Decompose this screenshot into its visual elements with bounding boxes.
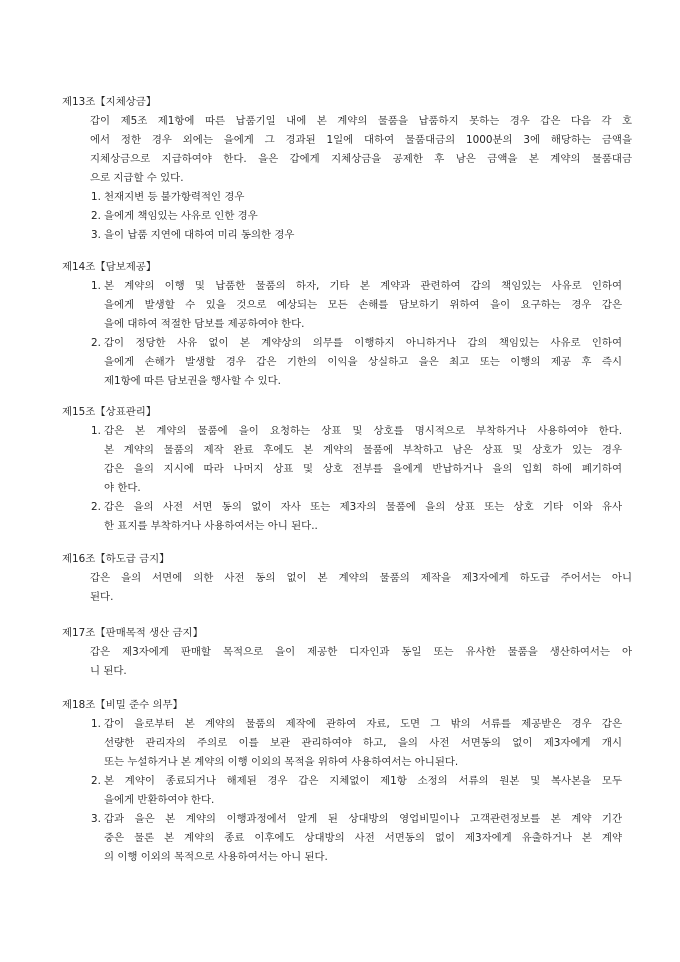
paragraph-line: 에서 정한 경우 외에는 을에게 그 경과된 1일에 대하여 물품대금의 1000분의 3에 해당하는 금액을 bbox=[90, 134, 632, 146]
item-line: 한 표지를 부착하거나 사용하여서는 아니 된다.. bbox=[104, 520, 318, 532]
item-line: 갑은 을의 지시에 따라 나머지 상표 및 상호 전부를 을에게 반납하거나 을의 입회 하에 폐기하여 bbox=[104, 463, 622, 475]
item-line: 을에게 책임있는 사유로 인한 경우 bbox=[104, 210, 258, 222]
item-number: 2. bbox=[91, 775, 101, 787]
item-number: 3. bbox=[91, 813, 101, 825]
article-15-heading: 제15조【상표관리】 bbox=[62, 406, 157, 418]
article-17 bbox=[62, 624, 632, 681]
list-item bbox=[62, 188, 632, 207]
item-line: 을에게 손해가 발생할 경우 갑은 기한의 이익을 상실하고 을은 최고 또는 이행의 제공 후 즉시 bbox=[104, 356, 622, 368]
paragraph-line: 갑이 제5조 제1항에 따른 납품기일 내에 본 계약의 물품을 납품하지 못하는 경우 갑은 다음 각 호 bbox=[90, 115, 632, 127]
item-line: 갑은 을의 사전 서면 동의 없이 자사 또는 제3자의 물품에 을의 상표 또는 상호 기타 이와 유사 bbox=[104, 501, 622, 513]
list-item bbox=[62, 498, 632, 536]
list-item bbox=[62, 810, 632, 867]
item-number: 2. bbox=[91, 501, 101, 513]
item-line: 천재지변 등 불가항력적인 경우 bbox=[104, 191, 245, 203]
item-line: 을에 대하여 적절한 담보를 제공하여야 한다. bbox=[104, 318, 305, 330]
item-line: 본 계약이 종료되거나 해제된 경우 갑은 지체없이 제1항 소정의 서류의 원본 및 복사본을 모두 bbox=[104, 775, 622, 787]
item-line: 야 한다. bbox=[104, 482, 141, 494]
article-17-heading: 제17조【판매목적 생산 금지】 bbox=[62, 627, 203, 639]
item-line: 본 계약의 물품의 제작 완료 후에도 본 계약의 물품에 부착하고 남은 상표 및 상호가 있는 경우 bbox=[104, 444, 622, 456]
item-line: 의 이행 이외의 목적으로 사용하여서는 아니 된다. bbox=[104, 851, 328, 863]
item-line: 을에게 반환하여야 한다. bbox=[104, 794, 215, 806]
item-line: 선량한 관리자의 주의로 이를 보관 관리하여야 하고, 을의 사전 서면동의 없이 제3자에게 개시 bbox=[104, 737, 622, 749]
list-item bbox=[62, 277, 632, 334]
article-13-heading: 제13조【지체상금】 bbox=[62, 96, 157, 108]
item-line: 제1항에 따른 담보권을 행사할 수 있다. bbox=[104, 375, 281, 387]
paragraph-line: 니 된다. bbox=[90, 665, 127, 677]
item-line: 갑이 을로부터 본 계약의 물품의 제작에 관하여 자료, 도면 그 밖의 서류를 제공받은 경우 갑은 bbox=[104, 718, 622, 730]
article-16 bbox=[62, 550, 632, 607]
article-18 bbox=[62, 696, 632, 867]
item-line: 본 계약의 이행 및 납품한 물품의 하자, 기타 본 계약과 관련하여 갑의 책임있는 사유로 인하여 bbox=[104, 280, 622, 292]
article-16-paragraph bbox=[90, 569, 632, 607]
item-number: 1. bbox=[91, 280, 101, 292]
article-13 bbox=[62, 93, 632, 245]
list-item bbox=[62, 422, 632, 498]
paragraph-line: 갑은 제3자에게 판매할 목적으로 을이 제공한 디자인과 동일 또는 유사한 물품을 생산하여서는 아 bbox=[90, 646, 632, 658]
item-number: 1. bbox=[91, 191, 101, 203]
item-number: 2. bbox=[91, 337, 101, 349]
article-13-paragraph bbox=[90, 112, 632, 188]
item-line: 중은 물론 본 계약의 종료 이후에도 상대방의 사전 서면동의 없이 제3자에게 유출하거나 본 계약 bbox=[104, 832, 622, 844]
list-item bbox=[62, 226, 632, 245]
list-item bbox=[62, 715, 632, 772]
item-number: 2. bbox=[91, 210, 101, 222]
paragraph-line: 으로 지급할 수 있다. bbox=[90, 172, 184, 184]
item-line: 을에게 발생할 수 있을 것으로 예상되는 모든 손해를 담보하기 위하여 을이 요구하는 경우 갑은 bbox=[104, 299, 622, 311]
item-line: 을이 납품 지연에 대하여 미리 동의한 경우 bbox=[104, 229, 295, 241]
article-16-heading: 제16조【하도급 금지】 bbox=[62, 553, 170, 565]
item-number: 3. bbox=[91, 229, 101, 241]
item-line: 또는 누설하거나 본 계약의 이행 이외의 목적을 위하여 사용하여서는 아니된다. bbox=[104, 756, 459, 768]
item-line: 갑이 정당한 사유 없이 본 계약상의 의무를 이행하지 아니하거나 갑의 책임있는 사유로 인하여 bbox=[104, 337, 622, 349]
item-number: 1. bbox=[91, 425, 101, 437]
paragraph-line: 된다. bbox=[90, 591, 114, 603]
article-18-heading: 제18조【비밀 준수 의무】 bbox=[62, 699, 183, 711]
article-17-paragraph bbox=[90, 643, 632, 681]
list-item bbox=[62, 772, 632, 810]
item-line: 갑은 본 계약의 물품에 을이 요청하는 상표 및 상호를 명시적으로 부착하거나 사용하여야 한다. bbox=[104, 425, 622, 437]
item-line: 갑과 을은 본 계약의 이행과정에서 알게 된 상대방의 영업비밀이나 고객관련정보를 본 계약 기간 bbox=[104, 813, 622, 825]
paragraph-line: 지체상금으로 지급하여야 한다. 을은 갑에게 지체상금을 공제한 후 남은 금액을 본 계약의 물품대금 bbox=[90, 153, 632, 165]
article-14 bbox=[62, 258, 632, 391]
article-15 bbox=[62, 403, 632, 536]
item-number: 1. bbox=[91, 718, 101, 730]
list-item bbox=[62, 207, 632, 226]
paragraph-line: 갑은 을의 서면에 의한 사전 동의 없이 본 계약의 물품의 제작을 제3자에게 하도급 주어서는 아니 bbox=[90, 572, 632, 584]
list-item bbox=[62, 334, 632, 391]
article-14-heading: 제14조【담보제공】 bbox=[62, 261, 157, 273]
